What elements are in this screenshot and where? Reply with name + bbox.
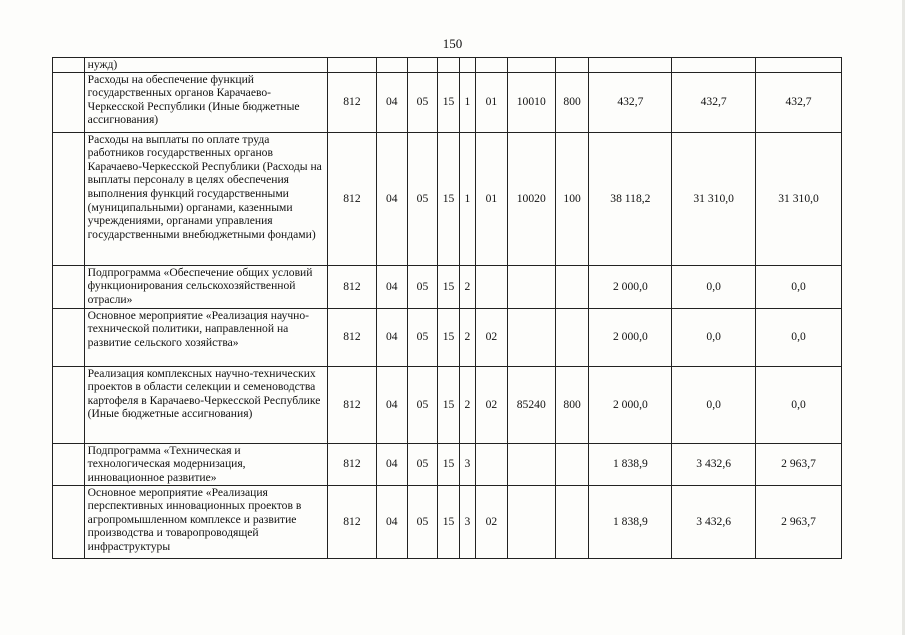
table-row	[53, 443, 842, 485]
cell-ministry: 812	[327, 72, 376, 132]
cell-event	[476, 443, 508, 485]
cell-number	[53, 443, 85, 485]
cell-section: 04	[376, 265, 407, 308]
cell-ministry: 812	[327, 132, 376, 265]
cell-sum-year3: 0,0	[756, 265, 842, 308]
cell-number	[53, 485, 85, 558]
cell-number	[53, 72, 85, 132]
cell-number	[53, 132, 85, 265]
cell-program: 15	[438, 485, 459, 558]
cell-program: 15	[438, 265, 459, 308]
cell-name: Основное мероприятие «Реализация научно-технической политики, направленной на развитие сельского хозяйства»	[84, 308, 327, 366]
cell-subsection: 05	[407, 265, 438, 308]
cell-sum-year2: 0,0	[672, 265, 756, 308]
cell-subprogram: 2	[459, 265, 475, 308]
cell-number	[53, 265, 85, 308]
cell-sum-year2: 31 310,0	[672, 132, 756, 265]
cell-direction	[507, 265, 555, 308]
cell-event: 01	[476, 72, 508, 132]
table-row	[53, 265, 842, 308]
cell-sum-year1: 38 118,2	[589, 132, 672, 265]
cell-ministry: 812	[327, 485, 376, 558]
cell-ministry: 812	[327, 366, 376, 443]
cell-program: 15	[438, 72, 459, 132]
cell-sum-year1	[589, 58, 672, 73]
cell-ministry	[327, 58, 376, 73]
cell-number	[53, 366, 85, 443]
cell-sum-year3: 0,0	[756, 308, 842, 366]
cell-name: нужд)	[84, 58, 327, 73]
cell-event: 02	[476, 485, 508, 558]
cell-program: 15	[438, 132, 459, 265]
table-row	[53, 485, 842, 558]
cell-sum-year2: 3 432,6	[672, 485, 756, 558]
cell-name: Расходы на обеспечение функций государственных органов Карачаево-Черкесской Республики (Иные бюджетные ассигнования)	[84, 72, 327, 132]
cell-sum-year2: 0,0	[672, 308, 756, 366]
cell-expense-type: 800	[555, 72, 589, 132]
cell-section	[376, 58, 407, 73]
table-row	[53, 72, 842, 132]
cell-event: 02	[476, 366, 508, 443]
cell-expense-type	[555, 308, 589, 366]
cell-program: 15	[438, 308, 459, 366]
cell-direction	[507, 485, 555, 558]
cell-subsection	[407, 58, 438, 73]
cell-event	[476, 58, 508, 73]
cell-program	[438, 58, 459, 73]
cell-number	[53, 58, 85, 73]
cell-section: 04	[376, 308, 407, 366]
cell-sum-year1: 2 000,0	[589, 308, 672, 366]
cell-subprogram	[459, 58, 475, 73]
cell-sum-year3: 2 963,7	[756, 443, 842, 485]
table-row	[53, 366, 842, 443]
cell-expense-type	[555, 443, 589, 485]
cell-expense-type	[555, 485, 589, 558]
cell-section: 04	[376, 72, 407, 132]
cell-section: 04	[376, 443, 407, 485]
cell-direction	[507, 58, 555, 73]
cell-name: Реализация комплексных научно-технических проектов в области селекции и семеноводства картофеля в Карачаево-Черкесской Республике (Иные бюджетные ассигнования)	[84, 366, 327, 443]
cell-subsection: 05	[407, 485, 438, 558]
cell-sum-year3: 31 310,0	[756, 132, 842, 265]
cell-sum-year3	[756, 58, 842, 73]
cell-sum-year2: 3 432,6	[672, 443, 756, 485]
cell-name: Основное мероприятие «Реализация перспективных инновационных проектов в агропромышленном комплексе и развитие производства и товаропроводящей инфраструктуры	[84, 485, 327, 558]
cell-subsection: 05	[407, 132, 438, 265]
cell-expense-type: 100	[555, 132, 589, 265]
cell-subsection: 05	[407, 366, 438, 443]
cell-sum-year2	[672, 58, 756, 73]
cell-ministry: 812	[327, 443, 376, 485]
cell-name: Подпрограмма «Техническая и технологическая модернизация, инновационное развитие»	[84, 443, 327, 485]
table-row	[53, 58, 842, 73]
cell-event	[476, 265, 508, 308]
cell-subsection: 05	[407, 72, 438, 132]
cell-subprogram: 1	[459, 72, 475, 132]
budget-table	[52, 57, 842, 559]
table-row	[53, 308, 842, 366]
cell-section: 04	[376, 366, 407, 443]
cell-direction	[507, 443, 555, 485]
cell-sum-year2: 432,7	[672, 72, 756, 132]
cell-ministry: 812	[327, 308, 376, 366]
cell-direction	[507, 308, 555, 366]
cell-direction: 10010	[507, 72, 555, 132]
cell-expense-type: 800	[555, 366, 589, 443]
cell-sum-year1: 1 838,9	[589, 443, 672, 485]
page-number: 150	[442, 36, 463, 51]
cell-subprogram: 2	[459, 308, 475, 366]
cell-name: Расходы на выплаты по оплате труда работников государственных органов Карачаево-Черкесской Республики (Расходы на выплаты персоналу в целях обеспечения выполнения функций государственными (муниципальными) органами, казенными учреждениями, органами управления государственными внебюджетными фондами)	[84, 132, 327, 265]
cell-program: 15	[438, 366, 459, 443]
cell-subsection: 05	[407, 443, 438, 485]
cell-number	[53, 308, 85, 366]
cell-direction: 85240	[507, 366, 555, 443]
cell-program: 15	[438, 443, 459, 485]
cell-sum-year1: 1 838,9	[589, 485, 672, 558]
cell-expense-type	[555, 58, 589, 73]
cell-ministry: 812	[327, 265, 376, 308]
cell-event: 02	[476, 308, 508, 366]
cell-subprogram: 1	[459, 132, 475, 265]
cell-sum-year3: 432,7	[756, 72, 842, 132]
cell-expense-type	[555, 265, 589, 308]
cell-sum-year1: 2 000,0	[589, 366, 672, 443]
cell-sum-year1: 2 000,0	[589, 265, 672, 308]
cell-subsection: 05	[407, 308, 438, 366]
cell-sum-year2: 0,0	[672, 366, 756, 443]
cell-name: Подпрограмма «Обеспечение общих условий функционирования сельскохозяйственной отрасли»	[84, 265, 327, 308]
cell-subprogram: 2	[459, 366, 475, 443]
cell-sum-year3: 2 963,7	[756, 485, 842, 558]
cell-section: 04	[376, 132, 407, 265]
cell-subprogram: 3	[459, 485, 475, 558]
cell-sum-year1: 432,7	[589, 72, 672, 132]
cell-event: 01	[476, 132, 508, 265]
cell-section: 04	[376, 485, 407, 558]
table-row	[53, 132, 842, 265]
table-body	[53, 58, 842, 559]
cell-subprogram: 3	[459, 443, 475, 485]
cell-sum-year3: 0,0	[756, 366, 842, 443]
cell-direction: 10020	[507, 132, 555, 265]
